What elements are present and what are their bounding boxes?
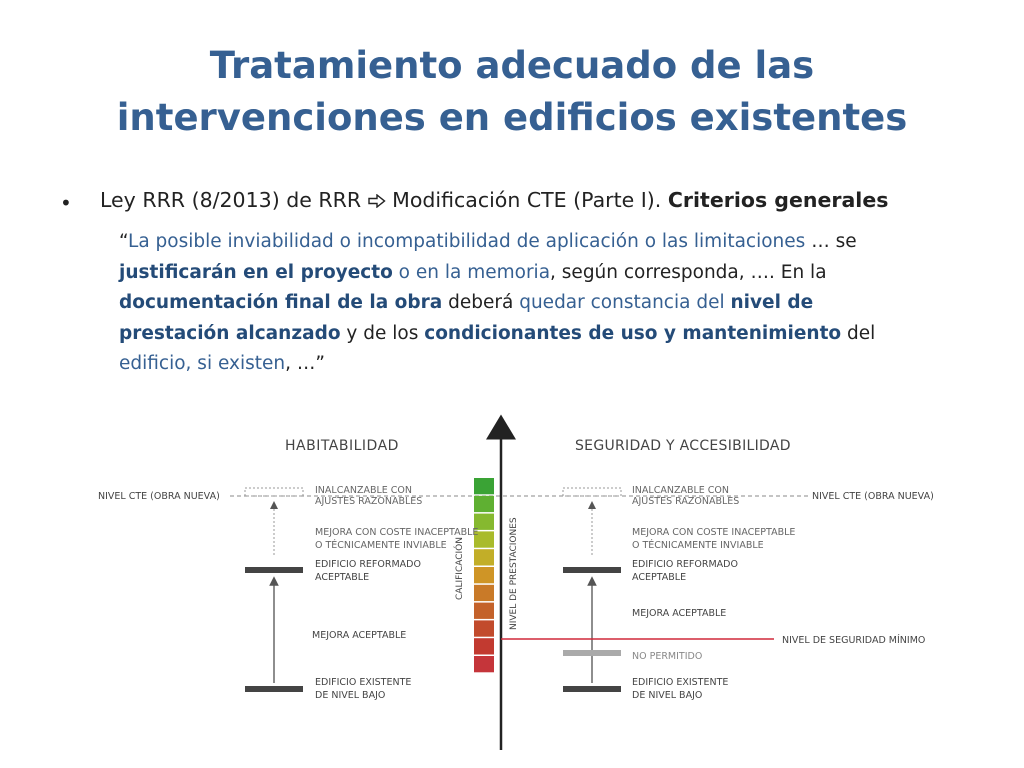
right-existente-1: EDIFICIO EXISTENTE bbox=[632, 677, 729, 688]
quote-text: edificio, si existen bbox=[119, 353, 286, 374]
quote-text: La posible inviabilidad o incompatibilidad de aplicación o las limitaciones bbox=[128, 231, 806, 252]
right-reformado-1: EDIFICIO REFORMADO bbox=[632, 559, 738, 570]
title-line-2: intervenciones en edificios existentes bbox=[116, 96, 908, 139]
quote-text: … se bbox=[805, 231, 857, 252]
left-reformado-bar bbox=[245, 567, 303, 573]
bullet-middle: Modificación CTE (Parte I). bbox=[392, 188, 662, 212]
right-no-permitido: NO PERMITIDO bbox=[632, 651, 703, 662]
rating-scale-cell bbox=[474, 638, 494, 654]
hollow-right-arrow-icon bbox=[368, 194, 386, 208]
rating-scale-cell bbox=[474, 603, 494, 619]
quote-line-5 bbox=[119, 349, 919, 380]
rating-scale-cell bbox=[474, 478, 494, 494]
rating-color-scale bbox=[474, 478, 494, 672]
nivel-cte-label-left: NIVEL CTE (OBRA NUEVA) bbox=[98, 491, 220, 502]
bullet-text bbox=[100, 188, 980, 212]
quote-text: y de los bbox=[340, 322, 425, 344]
right-reformado-bar bbox=[563, 567, 621, 573]
right-inalcanzable-2: AJUSTES RAZONABLES bbox=[632, 496, 740, 507]
bullet-marker: • bbox=[60, 191, 72, 215]
left-inalcanzable-2: AJUSTES RAZONABLES bbox=[315, 496, 423, 507]
right-nivel-seguridad-minimo: NIVEL DE SEGURIDAD MÍNIMO bbox=[782, 635, 926, 646]
quote-text: del bbox=[841, 322, 876, 344]
performance-levels-diagram bbox=[90, 405, 960, 755]
heading-seguridad-accesibilidad: SEGURIDAD Y ACCESIBILIDAD bbox=[575, 438, 791, 454]
quote-text: deberá bbox=[442, 292, 520, 313]
left-existente-2: DE NIVEL BAJO bbox=[315, 690, 386, 701]
bullet-prefix: Ley RRR (8/2013) de RRR bbox=[100, 188, 362, 212]
bullet-bold-end: Criterios generales bbox=[667, 188, 889, 212]
right-column bbox=[501, 485, 925, 701]
right-existente-bar bbox=[563, 686, 621, 692]
right-existente-2: DE NIVEL BAJO bbox=[632, 690, 703, 701]
quote-open-mark: “ bbox=[119, 231, 129, 252]
left-column bbox=[245, 485, 478, 701]
left-mejora-coste-1: MEJORA CON COSTE INACEPTABLE bbox=[315, 527, 479, 538]
quote-line-1 bbox=[119, 227, 919, 258]
right-reformado-2: ACEPTABLE bbox=[632, 572, 687, 583]
quote-emphasis: condicionantes de uso y mantenimiento bbox=[424, 322, 842, 344]
left-mejora-aceptable: MEJORA ACEPTABLE bbox=[312, 630, 407, 641]
quote-text: o en la memoria bbox=[392, 261, 551, 283]
quote-text: quedar constancia del bbox=[519, 292, 731, 313]
right-mejora-coste-1: MEJORA CON COSTE INACEPTABLE bbox=[632, 527, 796, 538]
quote-line-3 bbox=[119, 288, 919, 319]
quote-text: , según corresponda, …. En la bbox=[550, 261, 827, 283]
quote-emphasis: prestación alcanzado bbox=[119, 322, 341, 344]
nivel-cte-label-right: NIVEL CTE (OBRA NUEVA) bbox=[812, 491, 934, 502]
left-existente-bar bbox=[245, 686, 303, 692]
right-mejora-coste-2: O TÉCNICAMENTE INVIABLE bbox=[632, 540, 764, 551]
right-mejora-aceptable: MEJORA ACEPTABLE bbox=[632, 608, 727, 619]
quote-emphasis: nivel de bbox=[730, 292, 814, 313]
quote-line-2 bbox=[119, 258, 919, 289]
left-reformado-1: EDIFICIO REFORMADO bbox=[315, 559, 421, 570]
rating-scale-cell bbox=[474, 620, 494, 636]
slide-title bbox=[0, 40, 1024, 144]
title-line-1: Tratamiento adecuado de las bbox=[209, 44, 815, 87]
axis-nivel-prestaciones: NIVEL DE PRESTACIONES bbox=[509, 517, 519, 630]
axis-calificacion: CALIFICACIÓN bbox=[455, 537, 465, 600]
rating-scale-cell bbox=[474, 567, 494, 583]
heading-habitabilidad: HABITABILIDAD bbox=[285, 438, 399, 454]
left-inalcanzable-1: INALCANZABLE CON bbox=[315, 485, 412, 496]
quote-block bbox=[119, 227, 919, 380]
rating-scale-cell bbox=[474, 656, 494, 672]
quote-emphasis: documentación final de la obra bbox=[119, 292, 443, 313]
rating-scale-cell bbox=[474, 585, 494, 601]
left-inalcanzable-box bbox=[245, 488, 303, 496]
quote-emphasis: justificarán en el proyecto bbox=[119, 261, 393, 283]
rating-scale-cell bbox=[474, 496, 494, 512]
right-inalcanzable-1: INALCANZABLE CON bbox=[632, 485, 729, 496]
left-existente-1: EDIFICIO EXISTENTE bbox=[315, 677, 412, 688]
right-no-permitido-bar bbox=[563, 650, 621, 656]
left-mejora-coste-2: O TÉCNICAMENTE INVIABLE bbox=[315, 540, 447, 551]
rating-scale-cell bbox=[474, 549, 494, 565]
left-reformado-2: ACEPTABLE bbox=[315, 572, 370, 583]
quote-line-4 bbox=[119, 319, 919, 350]
right-inalcanzable-box bbox=[563, 488, 621, 496]
quote-close-mark: , …” bbox=[285, 353, 325, 374]
